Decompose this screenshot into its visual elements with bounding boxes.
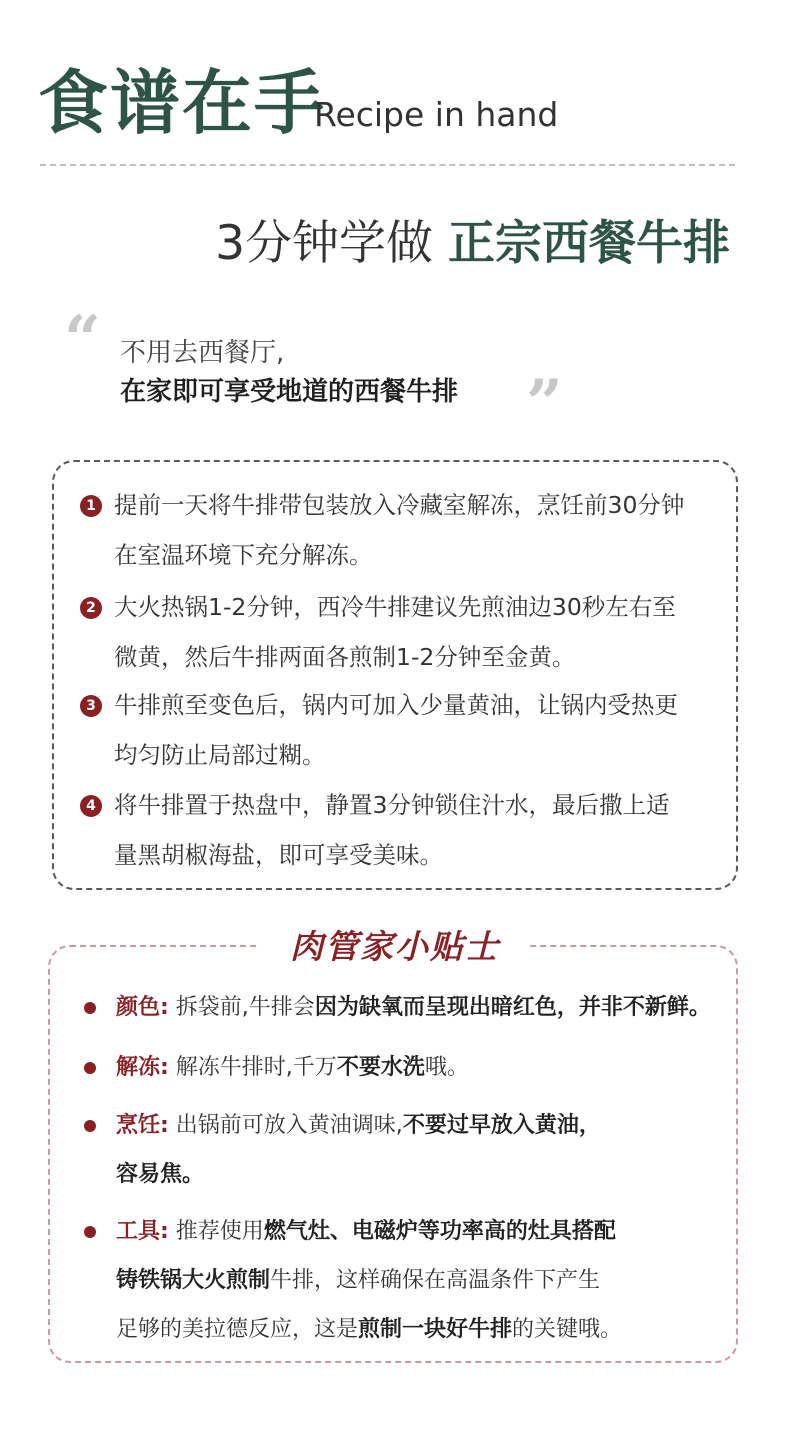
step-text — [114, 780, 730, 880]
tip-item — [84, 1108, 734, 1199]
open-quote-icon: “ — [64, 302, 101, 377]
tip-segment: 牛排，这样确保在高温条件下产生 — [270, 1268, 601, 1293]
tip-item — [84, 1050, 734, 1092]
tips-title-wrap — [260, 922, 530, 972]
step-number-badge: 4 — [80, 795, 102, 817]
tip-label: 颜色: — [116, 995, 169, 1020]
tip-text — [116, 1101, 734, 1199]
tip-label: 工具: — [116, 1219, 169, 1244]
quote-line-1: 不用去西餐厅, — [120, 338, 285, 368]
tip-segment: 哦。 — [424, 1055, 469, 1080]
tip-item — [84, 990, 734, 1032]
bullet-dot-icon — [84, 1226, 96, 1238]
subtitle — [215, 216, 730, 271]
bullet-dot-icon — [84, 1062, 96, 1074]
tip-line — [116, 1101, 734, 1150]
tip-label: 解冻: — [116, 1055, 169, 1080]
step-line: 将牛排置于热盘中，静置3分钟锁住汁水，最后撒上适 — [114, 791, 670, 819]
header-divider — [40, 164, 735, 166]
step-text — [114, 480, 730, 580]
tip-segment: 出锅前可放入黄油调味, — [168, 1113, 403, 1138]
tip-emphasis: 燃气灶、电磁炉等功率高的灶具搭配 — [263, 1219, 616, 1244]
subtitle-strong: 正宗西餐牛排 — [448, 216, 730, 271]
close-quote-icon: ” — [526, 366, 563, 441]
tip-line — [116, 1256, 734, 1305]
subtitle-light: 3分钟学做 — [215, 216, 434, 271]
step-number-badge: 3 — [80, 695, 102, 717]
bullet-dot-icon — [84, 1002, 96, 1014]
tip-segment: 的关键哦。 — [512, 1317, 623, 1342]
tip-emphasis: 不要水洗 — [336, 1055, 425, 1080]
step-line: 牛排煎至变色后，锅内可加入少量黄油，让锅内受热更 — [114, 691, 678, 719]
step-item — [80, 690, 730, 780]
tip-item — [84, 1214, 734, 1354]
step-text — [114, 582, 730, 682]
page-title-english: Recipe in hand — [314, 95, 559, 134]
step-item — [80, 790, 730, 880]
tip-line — [116, 1207, 734, 1256]
tip-segment: 解冻牛排时,千万 — [168, 1055, 337, 1080]
tip-line — [116, 1305, 734, 1354]
step-text — [114, 680, 730, 780]
step-line: 大火热锅1-2分钟，西冷牛排建议先煎油边30秒左右至 — [114, 593, 676, 621]
step-item — [80, 592, 730, 682]
tip-segment: 拆袋前,牛排会 — [168, 995, 315, 1020]
tip-emphasis: 铸铁锅大火煎制 — [116, 1268, 271, 1293]
step-item — [80, 490, 730, 580]
step-line: 提前一天将牛排带包装放入冷藏室解冻，烹饪前30分钟 — [114, 491, 685, 519]
tip-text — [116, 1043, 734, 1092]
tip-emphasis: 因为缺氧而呈现出暗红色，并非不新鲜。 — [314, 995, 711, 1020]
page-title: 食谱在手 — [38, 62, 326, 144]
tip-segment: 足够的美拉德反应，这是 — [116, 1317, 359, 1342]
tip-text — [116, 983, 734, 1032]
tip-text — [116, 1207, 734, 1354]
bullet-dot-icon — [84, 1120, 96, 1132]
step-line: 在室温环境下充分解冻。 — [114, 541, 373, 569]
step-number-badge: 2 — [80, 597, 102, 619]
step-number-badge: 1 — [80, 495, 102, 517]
tip-emphasis: 煎制一块好牛排 — [358, 1317, 513, 1342]
tip-label: 烹饪: — [116, 1113, 169, 1138]
step-line: 量黑胡椒海盐，即可享受美味。 — [114, 841, 443, 869]
step-line: 微黄，然后牛排两面各煎制1-2分钟至金黄。 — [114, 643, 576, 671]
tip-emphasis: 不要过早放入黄油， — [402, 1113, 601, 1138]
tips-title: 肉管家小贴士 — [290, 927, 500, 966]
quote-line-2: 在家即可享受地道的西餐牛排 — [120, 377, 459, 407]
step-line: 均匀防止局部过糊。 — [114, 741, 326, 769]
tip-emphasis: 容易焦。 — [116, 1162, 205, 1187]
tip-segment: 推荐使用 — [168, 1219, 264, 1244]
